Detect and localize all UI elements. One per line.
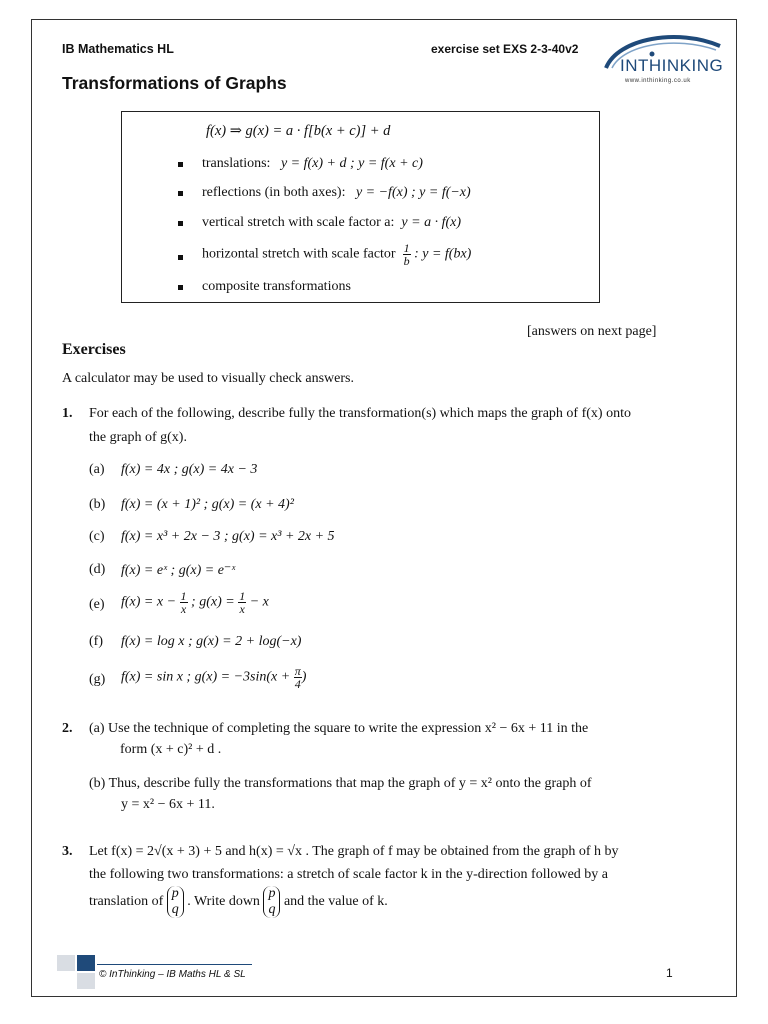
question-2b-line-2: y = x² − 6x + 11. bbox=[121, 797, 215, 812]
question-3-line-1: Let f(x) = 2√(x + 3) + 5 and h(x) = √x . The graph of f may be obtained from the graph of h by bbox=[89, 844, 619, 859]
question-3-line-2: the following two transformations: a stretch of scale factor k in the y-direction followed by a bbox=[89, 867, 609, 882]
question-3-number: 3. bbox=[62, 844, 73, 859]
question-3-line-3: translation of p q . Write down p q and the value of k. bbox=[89, 886, 388, 917]
question-1-line-2: the graph of g(x). bbox=[89, 430, 187, 445]
vector-p-q: p q bbox=[167, 886, 184, 918]
inthinking-logo[interactable] bbox=[598, 30, 728, 90]
footer-squares-icon bbox=[57, 955, 97, 989]
part-g-expr: f(x) = sin x ; g(x) = −3sin(x + $\frac{\pi}{4}$ ) bbox=[121, 664, 307, 691]
part-f-label: (f) bbox=[89, 634, 103, 649]
part-c-expr: f(x) = x³ + 2x − 3 ; g(x) = x³ + 2x + 5 bbox=[121, 529, 335, 544]
question-2a-line-1: (a) Use the technique of completing the square to write the expression x² − 6x + 11 in the bbox=[89, 721, 589, 736]
part-e-label: (e) bbox=[89, 597, 105, 612]
part-b-expr: f(x) = (x + 1)² ; g(x) = (x + 4)² bbox=[121, 497, 294, 512]
course-header: IB Mathematics HL bbox=[62, 42, 174, 56]
fraction-1-over-b: $\frac{1}{b}$ bbox=[403, 241, 410, 268]
question-1-line-1: For each of the following, describe fully the transformation(s) which maps the graph of f(x) onto bbox=[89, 406, 631, 421]
part-a-label: (a) bbox=[89, 462, 105, 477]
question-1-number: 1. bbox=[62, 406, 73, 421]
calculator-note: A calculator may be used to visually check answers. bbox=[62, 371, 354, 386]
part-a-expr: f(x) = 4x ; g(x) = 4x − 3 bbox=[121, 462, 258, 477]
summary-box: f(x) ⇒ g(x) = a · f[b(x + c)] + d translations: y = f(x) + d ; y = f(x + c) reflections (in both axes): y = −f(x) ; y = f(−x) vertical stretch with scale factor a: y = a · f(x) horizontal stretch with scale factor $\frac{1}{b}$ : y = f(bx) composite transformations bbox=[121, 111, 600, 303]
page-number: 1 bbox=[666, 966, 673, 980]
logo-wordmark: INTHINKING bbox=[620, 56, 724, 75]
part-f-expr: f(x) = log x ; g(x) = 2 + log(−x) bbox=[121, 634, 302, 649]
part-d-label: (d) bbox=[89, 562, 106, 577]
part-d-expr: f(x) = eˣ ; g(x) = e⁻ˣ bbox=[121, 563, 236, 578]
question-2a-line-2: form (x + c)² + d . bbox=[120, 742, 222, 757]
exercises-heading: Exercises bbox=[62, 341, 126, 358]
logo-url: www.inthinking.co.uk bbox=[625, 78, 691, 84]
part-g-label: (g) bbox=[89, 672, 106, 687]
question-2-number: 2. bbox=[62, 721, 73, 736]
exercise-set-label: exercise set EXS 2-3-40v2 bbox=[431, 42, 579, 56]
page-title: Transformations of Graphs bbox=[62, 73, 287, 93]
general-formula: f(x) ⇒ g(x) = a · f[b(x + c)] + d bbox=[206, 123, 391, 139]
vector-p-q-2: p q bbox=[263, 886, 280, 918]
part-e-expr: f(x) = x − $\frac{1}{x}$ ; g(x) = $\frac{1}{x}$ − x bbox=[121, 589, 269, 616]
question-2b-line-1: (b) Thus, describe fully the transformations that map the graph of y = x² onto the graph of bbox=[89, 776, 592, 791]
footer-copyright: © InThinking – IB Maths HL & SL bbox=[99, 969, 246, 980]
answers-note: [answers on next page] bbox=[527, 324, 657, 339]
part-c-label: (c) bbox=[89, 529, 105, 544]
footer-rule bbox=[97, 964, 252, 965]
part-b-label: (b) bbox=[89, 497, 106, 512]
